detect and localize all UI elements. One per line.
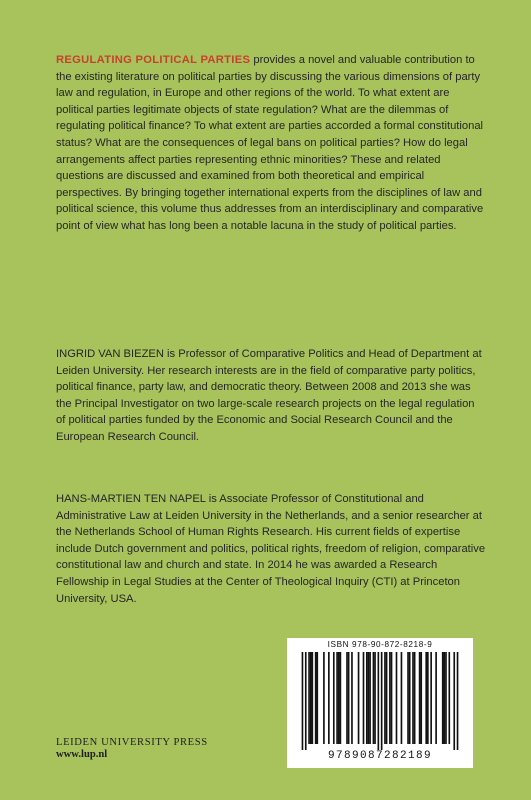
barcode-bar: [444, 652, 446, 744]
barcode-bar: [351, 652, 353, 744]
bio-text: is Associate Professor of Constitutional and Administrative Law at Leiden University in the Netherlands, and a senior researcher at the Netherlands School of Human Rights Research. His current fields of expertise include Dutch government and politics, political rights, freedom of religion, comparative constitutional law and church and state. In 2014 he was awarded a Research Fellowship in Legal Studies at the Center of Theological Inquiry (CTI) at Princeton University, USA.: [56, 493, 486, 605]
barcode-bar: [391, 652, 393, 744]
barcode-bar: [386, 652, 388, 744]
barcode-bar: [308, 652, 310, 744]
barcode-bar: [396, 652, 398, 744]
barcode-bar: [302, 652, 304, 750]
barcode-bar: [378, 652, 380, 750]
barcode-bar: [435, 652, 437, 744]
barcode-bar: [328, 652, 330, 744]
author-name: INGRID VAN BIEZEN: [56, 348, 164, 360]
blurb-paragraph: [56, 52, 486, 235]
author-bio-1: [56, 346, 486, 446]
barcode-bar: [310, 652, 312, 744]
barcode-bar: [348, 652, 350, 744]
bio-text: is Professor of Comparative Politics and Head of Department at Leiden University. Her research interests are in the field of comparative party politics, political finance, party law, and democratic theory. Between 2008 and 2013 she was the Principal Investigator on two large-scale research projects on the legal regulation of political parties funded by the Economic and Social Research Council and the European Research Council.: [56, 348, 482, 443]
barcode-bar: [448, 652, 450, 744]
author-bio-2: [56, 491, 486, 607]
barcode-bar: [346, 652, 348, 744]
isbn-label: ISBN 978-90-872-8218-9: [327, 640, 433, 649]
barcode-bar: [323, 652, 325, 744]
barcode-bar: [363, 652, 365, 744]
author-name: HANS-MARTIEN TEN NAPEL: [56, 493, 206, 505]
barcode-bar: [336, 652, 338, 744]
publisher-imprint: [56, 737, 208, 760]
barcode-bar: [414, 652, 416, 744]
barcode-bar: [401, 652, 403, 744]
barcode-bar: [316, 652, 318, 744]
barcode-bar: [312, 652, 314, 744]
barcode-bar: [369, 652, 371, 744]
barcode-number: 9789087282189: [327, 750, 432, 762]
barcode-bar: [453, 652, 455, 750]
book-blurb: [56, 52, 486, 235]
barcode-bar: [425, 652, 427, 744]
bio-paragraph: [56, 346, 486, 446]
barcode-bar: [373, 652, 375, 744]
barcode-bar: [340, 652, 342, 744]
barcode-bar: [374, 652, 376, 744]
barcode-bar: [368, 652, 370, 744]
barcode-bar: [315, 652, 317, 744]
barcode-bar: [333, 652, 335, 744]
barcode-bar: [457, 652, 459, 750]
barcode-bar: [305, 652, 307, 750]
barcode-bar: [381, 652, 383, 750]
publisher-name: LEIDEN UNIVERSITY PRESS: [56, 737, 208, 748]
barcode-bar: [384, 652, 386, 744]
barcode-bar: [366, 652, 368, 744]
bio-paragraph: [56, 491, 486, 607]
barcode-bar: [445, 652, 447, 744]
barcode-bar: [430, 652, 432, 744]
barcode-bar: [407, 652, 409, 744]
barcode-bar: [427, 652, 429, 744]
blurb-text: provides a novel and valuable contribution to the existing literature on political parties by discussing the various dimensions of party law and regulation, in Europe and other regions of the world. To what extent are political parties legitimate objects of state regulation? What are the dilemmas of regulating political finance? To what extent are parties accorded a formal constitutional status? What are the consequences of legal bans on political parties? How do legal arrangements affect parties representing ethnic minorities? These and related questions are discussed and examined from both theoretical and empirical perspectives. By bringing together international experts from the disciplines of law and political science, this volume thus addresses from an interdisciplinary and comparative point of view what has long been a notable lacuna in the study of political parties.: [56, 54, 484, 232]
barcode-bar: [420, 652, 422, 744]
barcode-bar: [358, 652, 360, 744]
barcode-bar: [338, 652, 340, 744]
barcode-bar: [409, 652, 411, 744]
barcode-bar: [419, 652, 421, 744]
barcode-bars: [287, 652, 473, 750]
publisher-url: www.lup.nl: [56, 749, 108, 760]
isbn-barcode: [287, 638, 473, 768]
barcode-bar: [442, 652, 444, 744]
barcode-bar: [389, 652, 391, 744]
book-title: REGULATING POLITICAL PARTIES: [56, 54, 251, 66]
barcode-bar: [412, 652, 414, 744]
